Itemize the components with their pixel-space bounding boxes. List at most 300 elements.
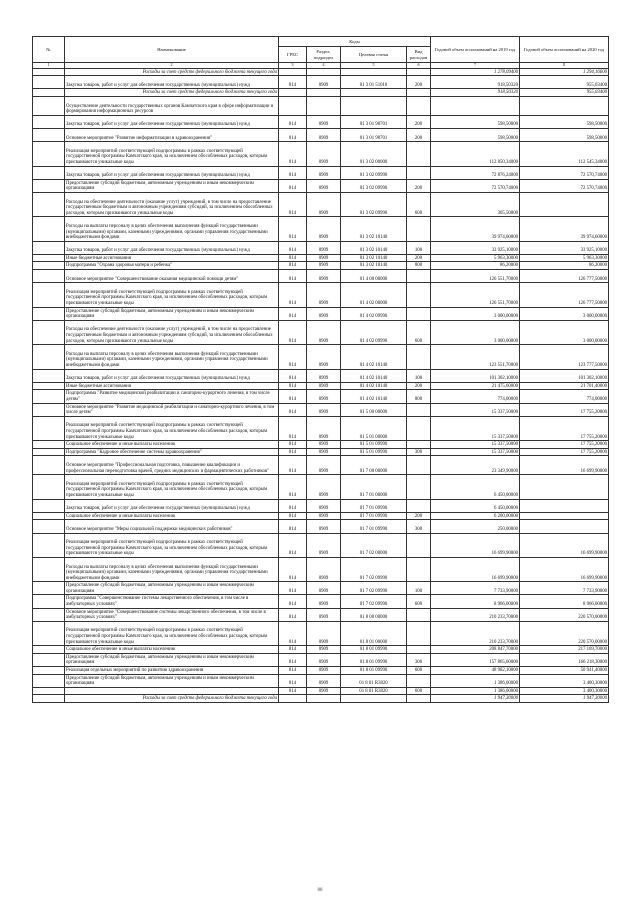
- row-number: [33, 179, 65, 192]
- column-number: 3: [279, 63, 307, 69]
- row-expense-type: 300: [407, 520, 431, 533]
- row-article: 01 7 02 00000: [341, 533, 407, 557]
- row-number: [33, 96, 65, 115]
- row-article: 01 5 01 09990: [341, 441, 407, 449]
- table-row: [33, 416, 609, 440]
- row-name: Предоставление субсидий бюджетным, автономным учреждениям и иным некоммерческим организациям: [65, 307, 279, 320]
- row-section: 0909: [307, 667, 341, 675]
- row-article: 01 7 02 09990: [341, 582, 407, 595]
- row-name: Основное мероприятие "Совершенствование оказания медицинской помощи детям": [65, 270, 279, 283]
- row-name: Закупка товаров, работ и услуг для обеспечения государственных (муниципальных) нужд: [65, 115, 279, 128]
- row-grbs: 814: [279, 320, 307, 344]
- row-grbs: 814: [279, 254, 307, 262]
- row-article: [341, 68, 407, 76]
- row-sum-2019: 123 551,70000: [431, 345, 520, 369]
- row-sum-2019: 16 699,90000: [431, 557, 520, 581]
- row-section: 0909: [307, 582, 341, 595]
- row-name: Реализация мероприятий соответствующей подпрограммы в рамках соответствующей государственной программы Камчатского края, за исключением обособленных расходов, которым присваиваются уникальные коды: [65, 283, 279, 307]
- row-grbs: 814: [279, 128, 307, 141]
- row-sum-2020: [520, 475, 609, 499]
- table-row: [33, 608, 609, 621]
- table-row: [33, 270, 609, 283]
- row-grbs: 814: [279, 456, 307, 475]
- row-article: 01 8 01 00000: [341, 621, 407, 645]
- row-section: [307, 68, 341, 76]
- row-sum-2019: 918,50320: [431, 76, 520, 89]
- row-section: 0909: [307, 142, 341, 166]
- row-section: 0909: [307, 621, 341, 645]
- row-grbs: 814: [279, 142, 307, 166]
- row-sum-2019: 210 233,70000: [431, 621, 520, 645]
- row-sum-2019: 1 947,30000: [431, 695, 520, 703]
- row-name: Закупка товаров, работ и услуг для обеспечения государственных (муниципальных) нужд: [65, 499, 279, 512]
- row-article: 01 7 02 09990: [341, 595, 407, 608]
- row-expense-type: [407, 283, 431, 307]
- row-sum-2019: 3 000,00000: [431, 320, 520, 344]
- row-name: Расходы на обеспечение деятельности (оказание услуг) учреждений, в том числе на предоставление государственным бюджетным и автономным учреждениям субсидий, за исключением обособленных расходов, которым присваиваются уникальные коды: [65, 192, 279, 216]
- row-name: Подпрограмма "Охрана здоровья матери и ребенка": [65, 262, 279, 270]
- table-row: [33, 448, 609, 456]
- row-number: [33, 192, 65, 216]
- table-row: [33, 241, 609, 254]
- header-expense-type: Вид расходов: [407, 47, 431, 63]
- column-number: 4: [307, 63, 341, 69]
- row-sum-2019: 1 386,00000: [431, 674, 520, 687]
- row-article: 01 4 02 10140: [341, 390, 407, 403]
- row-sum-2019: 1 386,00000: [431, 687, 520, 695]
- row-expense-type: [407, 270, 431, 283]
- row-section: 0909: [307, 382, 341, 390]
- row-sum-2019: 33 925,10000: [431, 241, 520, 254]
- row-section: 0909: [307, 499, 341, 512]
- row-section: [307, 96, 341, 115]
- row-name: Реализация мероприятий соответствующей подпрограммы в рамках соответствующей государственной программы Камчатского края, за исключением обособленных расходов, которым присваиваются уникальные коды: [65, 475, 279, 499]
- row-expense-type: 200: [407, 179, 431, 192]
- row-number: [33, 115, 65, 128]
- row-section: 0909: [307, 416, 341, 440]
- row-expense-type: [407, 475, 431, 499]
- table-row: [33, 390, 609, 403]
- row-section: 0909: [307, 456, 341, 475]
- row-name: Предоставление субсидий бюджетным, автономным учреждениям и иным некоммерческим организациям: [65, 653, 279, 666]
- row-name: Основное мероприятие "Профессиональная подготовка, повышение квалификации и профессиональная переподготовка врачей, средних медицинских и фармацевтических работников": [65, 456, 279, 475]
- row-number: [33, 582, 65, 595]
- row-number: [33, 653, 65, 666]
- column-number: 1: [33, 63, 65, 69]
- row-number: [33, 456, 65, 475]
- row-grbs: 814: [279, 76, 307, 89]
- row-grbs: 814: [279, 283, 307, 307]
- row-expense-type: 600: [407, 595, 431, 608]
- row-article: [341, 695, 407, 703]
- row-name: Предоставление субсидий бюджетным, автономным учреждениям и иным некоммерческим организациям: [65, 582, 279, 595]
- row-grbs: [279, 89, 307, 97]
- row-section: 0909: [307, 441, 341, 449]
- row-grbs: 814: [279, 382, 307, 390]
- row-name: Закупка товаров, работ и услуг для обеспечения государственных (муниципальных) нужд: [65, 76, 279, 89]
- row-sum-2019: 6 450,00000: [431, 499, 520, 512]
- row-article: 01 5 01 00000: [341, 416, 407, 440]
- row-section: 0909: [307, 475, 341, 499]
- row-sum-2020: 220 570,00000: [520, 621, 609, 645]
- header-article: Целевая статья: [341, 47, 407, 63]
- row-number: [33, 76, 65, 89]
- row-section: 0909: [307, 76, 341, 89]
- row-number: [33, 667, 65, 675]
- row-sum-2020: 598,50000: [520, 115, 609, 128]
- row-grbs: 814: [279, 390, 307, 403]
- row-name: Социальное обеспечение и иные выплаты населению: [65, 646, 279, 654]
- row-article: 01 8 01 09990: [341, 667, 407, 675]
- row-section: 0909: [307, 653, 341, 666]
- row-sum-2020: 17 755,20000: [520, 448, 609, 456]
- row-section: 0909: [307, 307, 341, 320]
- table-row: [33, 68, 609, 76]
- row-article: 01 7 01 09990: [341, 520, 407, 533]
- table-row: [33, 307, 609, 320]
- row-expense-type: 800: [407, 390, 431, 403]
- row-name: Расходы за счет средств федерального бюджета текущего года: [65, 68, 279, 76]
- row-number: [33, 674, 65, 687]
- row-expense-type: 200: [407, 76, 431, 89]
- row-expense-type: 600: [407, 687, 431, 695]
- row-expense-type: [407, 142, 431, 166]
- row-name: Подпрограмма "Кадровое обеспечение системы здравоохранения": [65, 448, 279, 456]
- row-number: [33, 142, 65, 166]
- row-grbs: 814: [279, 687, 307, 695]
- row-grbs: [279, 68, 307, 76]
- row-name: Расходы на выплаты персоналу в целях обеспечения выполнения функций государственными (муниципальными) органами, казенными учреждениями, органами управления государственными внебюджетными фондами: [65, 345, 279, 369]
- row-grbs: 814: [279, 441, 307, 449]
- row-sum-2020: 16 699,90000: [520, 456, 609, 475]
- row-sum-2019: 210 233,70000: [431, 608, 520, 621]
- row-expense-type: [407, 416, 431, 440]
- column-number: 5: [341, 63, 407, 69]
- table-row: [33, 520, 609, 533]
- row-sum-2020: [520, 512, 609, 520]
- table-row: [33, 142, 609, 166]
- row-grbs: 814: [279, 166, 307, 179]
- row-section: 0909: [307, 557, 341, 581]
- row-article: 01 3 02 10140: [341, 217, 407, 241]
- row-sum-2020: 17 755,20000: [520, 416, 609, 440]
- row-section: 0909: [307, 166, 341, 179]
- row-sum-2020: 220 570,00000: [520, 608, 609, 621]
- row-article: 01 4 02 09990: [341, 307, 407, 320]
- row-sum-2020: 50 941,40000: [520, 667, 609, 675]
- row-grbs: [279, 695, 307, 703]
- row-article: 01 8 00 00000: [341, 608, 407, 621]
- table-row: [33, 687, 609, 695]
- row-sum-2020: 3 400,30000: [520, 674, 609, 687]
- row-expense-type: [407, 674, 431, 687]
- table-row: [33, 369, 609, 382]
- header-sum-2019: Годовой объем ассигнований на 2019 год: [431, 37, 520, 63]
- row-sum-2020: 3 400,30000: [520, 687, 609, 695]
- row-sum-2020: 5 963,30000: [520, 254, 609, 262]
- row-name: Реализация мероприятий соответствующей подпрограммы в рамках соответствующей государственной программы Камчатского края, за исключением обособленных расходов, которым присваиваются уникальные коды: [65, 142, 279, 166]
- row-sum-2019: 112 850,34000: [431, 142, 520, 166]
- row-section: 0909: [307, 192, 341, 216]
- row-article: 01 4 02 10140: [341, 345, 407, 369]
- row-number: [33, 283, 65, 307]
- table-row: [33, 674, 609, 687]
- column-number: 8: [520, 63, 609, 69]
- table-row: [33, 582, 609, 595]
- row-article: 01 3 02 10140: [341, 262, 407, 270]
- row-name: Закупка товаров, работ и услуг для обеспечения государственных (муниципальных) нужд: [65, 241, 279, 254]
- header-codes: Коды: [279, 37, 431, 47]
- row-sum-2019: 305,50000: [431, 192, 520, 216]
- row-article: 01 7 02 09990: [341, 557, 407, 581]
- row-name: Расходы на выплаты персоналу в целях обеспечения выполнения функций государственными (муниципальными) органами, казенными учреждениями, органами управления государственными внебюджетными фондами: [65, 557, 279, 581]
- row-article: 01 3 01 98701: [341, 115, 407, 128]
- row-grbs: 814: [279, 499, 307, 512]
- row-grbs: 814: [279, 653, 307, 666]
- row-sum-2020: 39 974,60000: [520, 217, 609, 241]
- row-sum-2019: 1 278,09400: [431, 68, 520, 76]
- row-expense-type: [407, 166, 431, 179]
- row-expense-type: 300: [407, 653, 431, 666]
- row-sum-2019: 918,50320: [431, 89, 520, 97]
- row-sum-2019: 15 337,50000: [431, 441, 520, 449]
- row-number: [33, 646, 65, 654]
- table-row: [33, 475, 609, 499]
- table-row: [33, 320, 609, 344]
- table-row: [33, 254, 609, 262]
- table-row: [33, 695, 609, 703]
- row-name: [65, 687, 279, 695]
- row-section: 0909: [307, 520, 341, 533]
- table-row: [33, 179, 609, 192]
- row-number: [33, 217, 65, 241]
- row-sum-2019: 6 200,00000: [431, 512, 520, 520]
- row-number: [33, 448, 65, 456]
- row-name: Иные бюджетные ассигнования: [65, 382, 279, 390]
- row-section: 0909: [307, 217, 341, 241]
- row-article: 01 4 02 09990: [341, 320, 407, 344]
- row-sum-2020: 1 294,16600: [520, 68, 609, 76]
- row-grbs: 814: [279, 217, 307, 241]
- row-grbs: 814: [279, 595, 307, 608]
- row-number: [33, 512, 65, 520]
- table-row: [33, 262, 609, 270]
- row-number: [33, 307, 65, 320]
- row-article: 01 3 02 10140: [341, 241, 407, 254]
- row-grbs: [279, 96, 307, 115]
- row-number: [33, 369, 65, 382]
- row-article: 01 7 01 00000: [341, 475, 407, 499]
- row-expense-type: [407, 403, 431, 416]
- row-number: [33, 89, 65, 97]
- row-sum-2019: 126 551,70000: [431, 270, 520, 283]
- row-section: 0909: [307, 646, 341, 654]
- row-grbs: 814: [279, 621, 307, 645]
- header-sum-2020: Годовой объем ассигнований на 2020 год: [520, 37, 609, 63]
- row-sum-2019: 208 847,70000: [431, 646, 520, 654]
- row-grbs: 814: [279, 192, 307, 216]
- row-section: 0909: [307, 320, 341, 344]
- row-number: [33, 270, 65, 283]
- table-row: [33, 217, 609, 241]
- row-grbs: 814: [279, 512, 307, 520]
- row-sum-2020: 955,03400: [520, 89, 609, 97]
- row-expense-type: 300: [407, 448, 431, 456]
- row-sum-2019: 72 570,74000: [431, 179, 520, 192]
- row-sum-2020: 101 302,10000: [520, 369, 609, 382]
- table-row: [33, 115, 609, 128]
- row-sum-2019: 48 982,10000: [431, 667, 520, 675]
- row-grbs: 814: [279, 582, 307, 595]
- header-section: Раздел, подраздел: [307, 47, 341, 63]
- row-grbs: 814: [279, 667, 307, 675]
- row-sum-2019: 15 337,50000: [431, 416, 520, 440]
- row-sum-2020: 8 966,00000: [520, 595, 609, 608]
- row-name: Реализация отдельных мероприятий по развитию здравоохранения: [65, 667, 279, 675]
- row-number: [33, 687, 65, 695]
- row-expense-type: 200: [407, 115, 431, 128]
- row-number: [33, 403, 65, 416]
- budget-rows: [33, 68, 609, 702]
- row-article: 01 8 01 R3820: [341, 687, 407, 695]
- row-section: 0909: [307, 687, 341, 695]
- budget-sheet: [32, 36, 608, 703]
- row-expense-type: [407, 646, 431, 654]
- row-section: 0909: [307, 283, 341, 307]
- row-sum-2020: 217 169,70000: [520, 646, 609, 654]
- column-number: 7: [431, 63, 520, 69]
- row-section: 0909: [307, 390, 341, 403]
- row-sum-2020: [520, 520, 609, 533]
- row-sum-2020: 16 699,90000: [520, 557, 609, 581]
- row-section: 0909: [307, 179, 341, 192]
- row-grbs: 814: [279, 179, 307, 192]
- row-sum-2019: 15 337,50000: [431, 448, 520, 456]
- row-section: 0909: [307, 674, 341, 687]
- row-number: [33, 262, 65, 270]
- row-section: 0909: [307, 595, 341, 608]
- row-article: 01 7 01 09990: [341, 499, 407, 512]
- row-article: 01 8 01 09990: [341, 646, 407, 654]
- row-expense-type: 600: [407, 320, 431, 344]
- row-article: 01 3 02 09990: [341, 166, 407, 179]
- row-expense-type: 200: [407, 512, 431, 520]
- row-grbs: 814: [279, 475, 307, 499]
- row-section: 0909: [307, 270, 341, 283]
- row-grbs: 814: [279, 520, 307, 533]
- row-section: 0909: [307, 369, 341, 382]
- row-sum-2019: 774,00000: [431, 390, 520, 403]
- row-sum-2020: 112 545,34000: [520, 142, 609, 166]
- row-expense-type: [407, 456, 431, 475]
- row-sum-2019: 16 699,90000: [431, 533, 520, 557]
- row-expense-type: [407, 608, 431, 621]
- row-sum-2020: 86,20000: [520, 262, 609, 270]
- row-section: 0909: [307, 115, 341, 128]
- row-number: [33, 416, 65, 440]
- table-row: [33, 403, 609, 416]
- row-grbs: 814: [279, 241, 307, 254]
- page-number: 88: [317, 888, 323, 893]
- row-name: Подпрограмма "Развитие медицинской реабилитации и санаторно-курортного лечения, в том числе детям": [65, 390, 279, 403]
- column-number: 6: [407, 63, 431, 69]
- row-sum-2019: 3 000,00000: [431, 307, 520, 320]
- row-sum-2020: 33 925,10000: [520, 241, 609, 254]
- row-expense-type: [407, 89, 431, 97]
- table-row: [33, 192, 609, 216]
- table-row: [33, 456, 609, 475]
- row-sum-2019: 8 966,00000: [431, 595, 520, 608]
- row-expense-type: [407, 441, 431, 449]
- row-expense-type: 200: [407, 128, 431, 141]
- row-grbs: 814: [279, 608, 307, 621]
- row-sum-2020: 1 947,30000: [520, 695, 609, 703]
- row-article: 01 3 01 51010: [341, 76, 407, 89]
- row-name: Расходы за счет средств федерального бюджета текущего года: [65, 89, 279, 97]
- table-row: [33, 595, 609, 608]
- row-name: Основное мероприятие "Развитие медицинской реабилитации и санаторно-курортного лечения, в том числе детям": [65, 403, 279, 416]
- row-expense-type: 200: [407, 382, 431, 390]
- row-expense-type: [407, 695, 431, 703]
- row-expense-type: [407, 557, 431, 581]
- row-sum-2020: [520, 96, 609, 115]
- row-article: 01 8 01 09990: [341, 653, 407, 666]
- table-row: [33, 283, 609, 307]
- table-row: [33, 621, 609, 645]
- table-row: [33, 96, 609, 115]
- table-row: [33, 89, 609, 97]
- row-article: 01 3 02 09990: [341, 179, 407, 192]
- row-sum-2019: 157 865,60000: [431, 653, 520, 666]
- row-sum-2019: 15 337,50000: [431, 403, 520, 416]
- row-grbs: 814: [279, 674, 307, 687]
- table-row: [33, 382, 609, 390]
- table-row: [33, 667, 609, 675]
- row-article: 01 4 00 00000: [341, 270, 407, 283]
- table-row: [33, 499, 609, 512]
- row-sum-2020: 3 000,00000: [520, 320, 609, 344]
- row-name: Закупка товаров, работ и услуг для обеспечения государственных (муниципальных) нужд: [65, 166, 279, 179]
- row-sum-2020: 72 570,74000: [520, 166, 609, 179]
- row-section: 0909: [307, 128, 341, 141]
- row-grbs: 814: [279, 448, 307, 456]
- row-article: 01 5 00 00000: [341, 403, 407, 416]
- row-section: [307, 695, 341, 703]
- row-article: 01 7 00 00000: [341, 456, 407, 475]
- row-sum-2020: 3 000,00000: [520, 307, 609, 320]
- row-expense-type: [407, 345, 431, 369]
- row-name: Реализация мероприятий соответствующей подпрограммы в рамках соответствующей государственной программы Камчатского края, за исключением обособленных расходов, которым присваиваются уникальные коды: [65, 533, 279, 557]
- row-section: 0909: [307, 254, 341, 262]
- row-sum-2020: 16 699,90000: [520, 533, 609, 557]
- budget-table: [32, 36, 609, 703]
- row-section: 0909: [307, 345, 341, 369]
- row-number: [33, 520, 65, 533]
- row-name: Подпрограмма "Совершенствование системы лекарственного обеспечения, в том числе в амбулаторных условиях": [65, 595, 279, 608]
- row-sum-2019: 598,50000: [431, 128, 520, 141]
- header-grbs: ГРБС: [279, 47, 307, 63]
- row-grbs: 814: [279, 533, 307, 557]
- table-row: [33, 345, 609, 369]
- table-row: [33, 557, 609, 581]
- row-sum-2019: 72 876,24000: [431, 166, 520, 179]
- row-section: 0909: [307, 512, 341, 520]
- table-row: [33, 441, 609, 449]
- row-expense-type: 100: [407, 241, 431, 254]
- row-sum-2020: 17 755,20000: [520, 441, 609, 449]
- row-article: 01 4 02 00000: [341, 283, 407, 307]
- table-row: [33, 512, 609, 520]
